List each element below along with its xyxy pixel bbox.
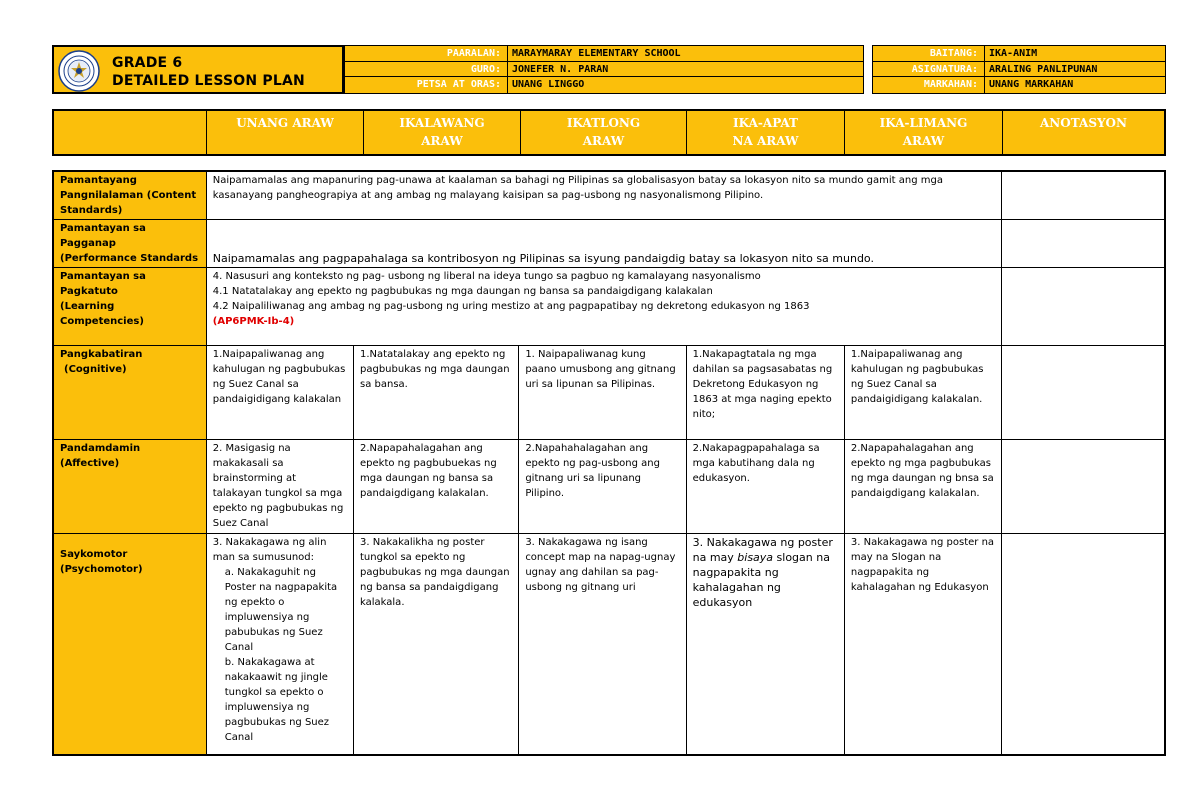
psychomotor-option-a: a. Nakakaguhit ng Poster na nagpapakita ng epekto o impluwensiya ng pabubukas ng Suez Canal: [224, 567, 338, 653]
info-value: ARALING PANLIPUNAN: [985, 62, 1165, 77]
info-label: PETSA AT ORAS:: [345, 77, 508, 93]
info-row-school: [345, 46, 863, 62]
psychomotor-emphasis: bisaya: [737, 551, 774, 564]
row-header-affective: [53, 440, 206, 534]
day-label: ARAW: [421, 134, 463, 148]
info-value: IKA-ANIM: [985, 46, 1165, 61]
content-standards-row: [53, 171, 1165, 220]
affective-day-1: 2. Masigasig na makakasali sa brainstorming at talakayan tungkol sa mga epekto ng pagbubukas ng Suez Canal: [206, 440, 353, 534]
row-header-text: (Affective): [60, 458, 120, 469]
psychomotor-day-4: [686, 534, 844, 755]
row-header-content-standards: [53, 171, 206, 220]
day-4-header: [687, 111, 845, 154]
affective-day-4: 2.Nakapagpapahalaga sa mga kabutihang dala ng edukasyon.: [686, 440, 844, 534]
row-header-text: Pamantayang: [60, 175, 137, 186]
day-label: IKA-LIMANG: [879, 116, 968, 130]
psychomotor-text: 3. Nakakagawa ng poster na may: [692, 536, 833, 564]
day-5-header: [845, 111, 1003, 154]
psychomotor-text: slogan na nagpapakita ng kahalagahan ng edukasyon: [692, 551, 830, 609]
content-standards-text: Naipamamalas ang mapanuring pag-unawa at kaalaman sa bahagi ng Pilipinas sa globalisasyon batay sa lokasyon nito sa mundo gamit ang mga kasanayang pangheograpiya at ang ambag ng malayang kaisipan sa pag-usbong ng nasyonalismong Pilipino.: [212, 175, 943, 201]
day-label: ARAW: [902, 134, 945, 148]
competency-code: (AP6PMK-Ib-4): [212, 316, 295, 327]
row-header-text: Pamantayan sa Pagganap: [60, 223, 146, 249]
cognitive-day-4: 1.Nakapagtatala ng mga dahilan sa pagsasabatas ng Dekretong Edukasyon ng 1863 at mga naging epekto nito;: [686, 346, 844, 440]
cognitive-day-5: 1.Naipapaliwanag ang kahulugan ng pagbubukas ng Suez Canal sa pandaigidigang kalakalan.: [844, 346, 1001, 440]
psychomotor-day-5: 3. Nakakagawa ng poster na may na Slogan na nagpapakita ng kahalagahan ng Edukasyon: [844, 534, 1001, 755]
notes-cell: [1002, 220, 1165, 268]
day-2-header: [364, 111, 521, 154]
performance-standards-cell: [206, 220, 1001, 268]
day-label: NA ARAW: [732, 134, 799, 148]
row-header-text: (Performance Standards: [60, 253, 199, 264]
info-row-teacher: [345, 62, 863, 78]
lesson-plan-table: [52, 170, 1166, 756]
row-header-text: Pangkabatiran: [60, 349, 143, 360]
row-header-text: Saykomotor: [60, 549, 128, 560]
notes-cell: [1002, 534, 1165, 755]
affective-day-5: 2.Napapahalagahan ang epekto ng mga pagbubukas ng mga daungan ng bnsa sa pandaigdigang kalakalan.: [844, 440, 1001, 534]
psychomotor-option-b: b. Nakakagawa at nakakaawit ng jingle tungkol sa epekto o impluwensiya ng pagbubukas ng Suez Canal: [224, 657, 330, 743]
row-header-learning-competencies: [53, 268, 206, 346]
day-label: IKALAWANG: [399, 116, 485, 130]
day-3-header: [521, 111, 687, 154]
cognitive-day-1: 1.Naipapaliwanag ang kahulugan ng pagbubukas ng Suez Canal sa pandaigidigang kalakalan: [206, 346, 353, 440]
day-label: IKA-APAT: [733, 116, 798, 130]
competency-line: 4.1 Natatalakay ang epekto ng pagbubukas ng mga daungan ng bansa sa pandaigdigang kalakalan: [212, 286, 713, 297]
info-label: MARKAHAN:: [873, 77, 985, 93]
performance-standards-row: [53, 220, 1165, 268]
grade-title: GRADE 6: [112, 55, 183, 71]
affective-day-2: 2.Napapahalagahan ang epekto ng pagbubuekas ng mga daungan ng bansa sa pandaigdigang kalakalan.: [354, 440, 519, 534]
row-header-text: Pamantayan sa Pagkatuto: [60, 271, 146, 297]
info-value: UNANG LINGGO: [508, 77, 863, 93]
cognitive-day-3: 1. Naipapaliwanag kung paano umusbong ang gitnang uri sa lipunan sa Pilipinas.: [519, 346, 686, 440]
day-1-header: [207, 111, 364, 154]
row-header-psychomotor: [53, 534, 206, 755]
info-row-date: [345, 77, 863, 93]
day-label: ARAW: [582, 134, 625, 148]
cognitive-day-2: 1.Natatalakay ang epekto ng pagbubukas ng mga daungan sa bansa.: [354, 346, 519, 440]
plan-title: DETAILED LESSON PLAN: [112, 73, 305, 89]
psychomotor-day-2: 3. Nakakalikha ng poster tungkol sa epekto ng pagbubukas ng mga daungan ng bansa sa pandaigdigang kalakala.: [354, 534, 519, 755]
psychomotor-row: [53, 534, 1165, 755]
school-info-block: [344, 45, 864, 94]
info-value: UNANG MARKAHAN: [985, 77, 1165, 93]
affective-row: [53, 440, 1165, 534]
performance-standards-text: Naipamamalas ang pagpapahalaga sa kontribosyon ng Pilipinas sa isyung pandaigdig batay sa lokasyon nito sa mundo.: [212, 252, 874, 265]
info-label: PAARALAN:: [345, 46, 508, 61]
deped-seal-icon: [58, 50, 100, 92]
notes-header: [1003, 111, 1164, 154]
day-label: IKATLONG: [566, 116, 641, 130]
psychomotor-intro: 3. Nakakagawa ng alin man sa sumusunod:: [212, 537, 327, 563]
learning-competencies-cell: [206, 268, 1001, 346]
psychomotor-day-1: [206, 534, 353, 755]
cognitive-row: [53, 346, 1165, 440]
notes-cell: [1002, 268, 1165, 346]
competency-line: 4.2 Naipaliliwanag ang ambag ng pag-usbong ng uring mestizo at ang pagpapatibay ng dekretong edukasyon ng 1863: [212, 301, 810, 312]
info-label: ASIGNATURA:: [873, 62, 985, 77]
row-header-cognitive: [53, 346, 206, 440]
row-header-text: Pandamdamin: [60, 443, 141, 454]
row-header-text: Pangnilalaman (Content Standards): [60, 190, 197, 216]
info-row-quarter: [873, 77, 1165, 93]
lesson-plan-header: [52, 45, 1166, 94]
days-corner-cell: [54, 111, 207, 154]
brand-block: [52, 45, 344, 94]
row-header-performance-standards: [53, 220, 206, 268]
psychomotor-day-3: 3. Nakakagawa ng isang concept map na napag-ugnay ugnay ang dahilan sa pag-usbong ng gitnang uri: [519, 534, 686, 755]
info-value: JONEFER N. PARAN: [508, 62, 863, 77]
days-header-bar: [52, 109, 1166, 156]
row-header-text: (Cognitive): [64, 364, 127, 375]
info-label: BAITANG:: [873, 46, 985, 61]
row-header-text: (Psychomotor): [60, 564, 143, 575]
info-row-grade: [873, 46, 1165, 62]
row-header-text: (Learning Competencies): [60, 301, 144, 327]
learning-competencies-row: [53, 268, 1165, 346]
notes-cell: [1002, 171, 1165, 220]
day-label: UNANG ARAW: [236, 116, 334, 130]
competency-line: 4. Nasusuri ang konteksto ng pag- usbong ng liberal na ideya tungo sa pagbuo ng kamalayang nasyonalismo: [212, 271, 761, 282]
class-info-block: [872, 45, 1166, 94]
affective-day-3: 2.Napahahalagahan ang epekto ng pag-usbong ang gitnang uri sa lipunang Pilipino.: [519, 440, 686, 534]
info-label: GURO:: [345, 62, 508, 77]
notes-label: ANOTASYON: [1040, 116, 1127, 130]
notes-cell: [1002, 440, 1165, 534]
notes-cell: [1002, 346, 1165, 440]
content-standards-cell: [206, 171, 1001, 220]
info-value: MARAYMARAY ELEMENTARY SCHOOL: [508, 46, 863, 61]
info-row-subject: [873, 62, 1165, 78]
